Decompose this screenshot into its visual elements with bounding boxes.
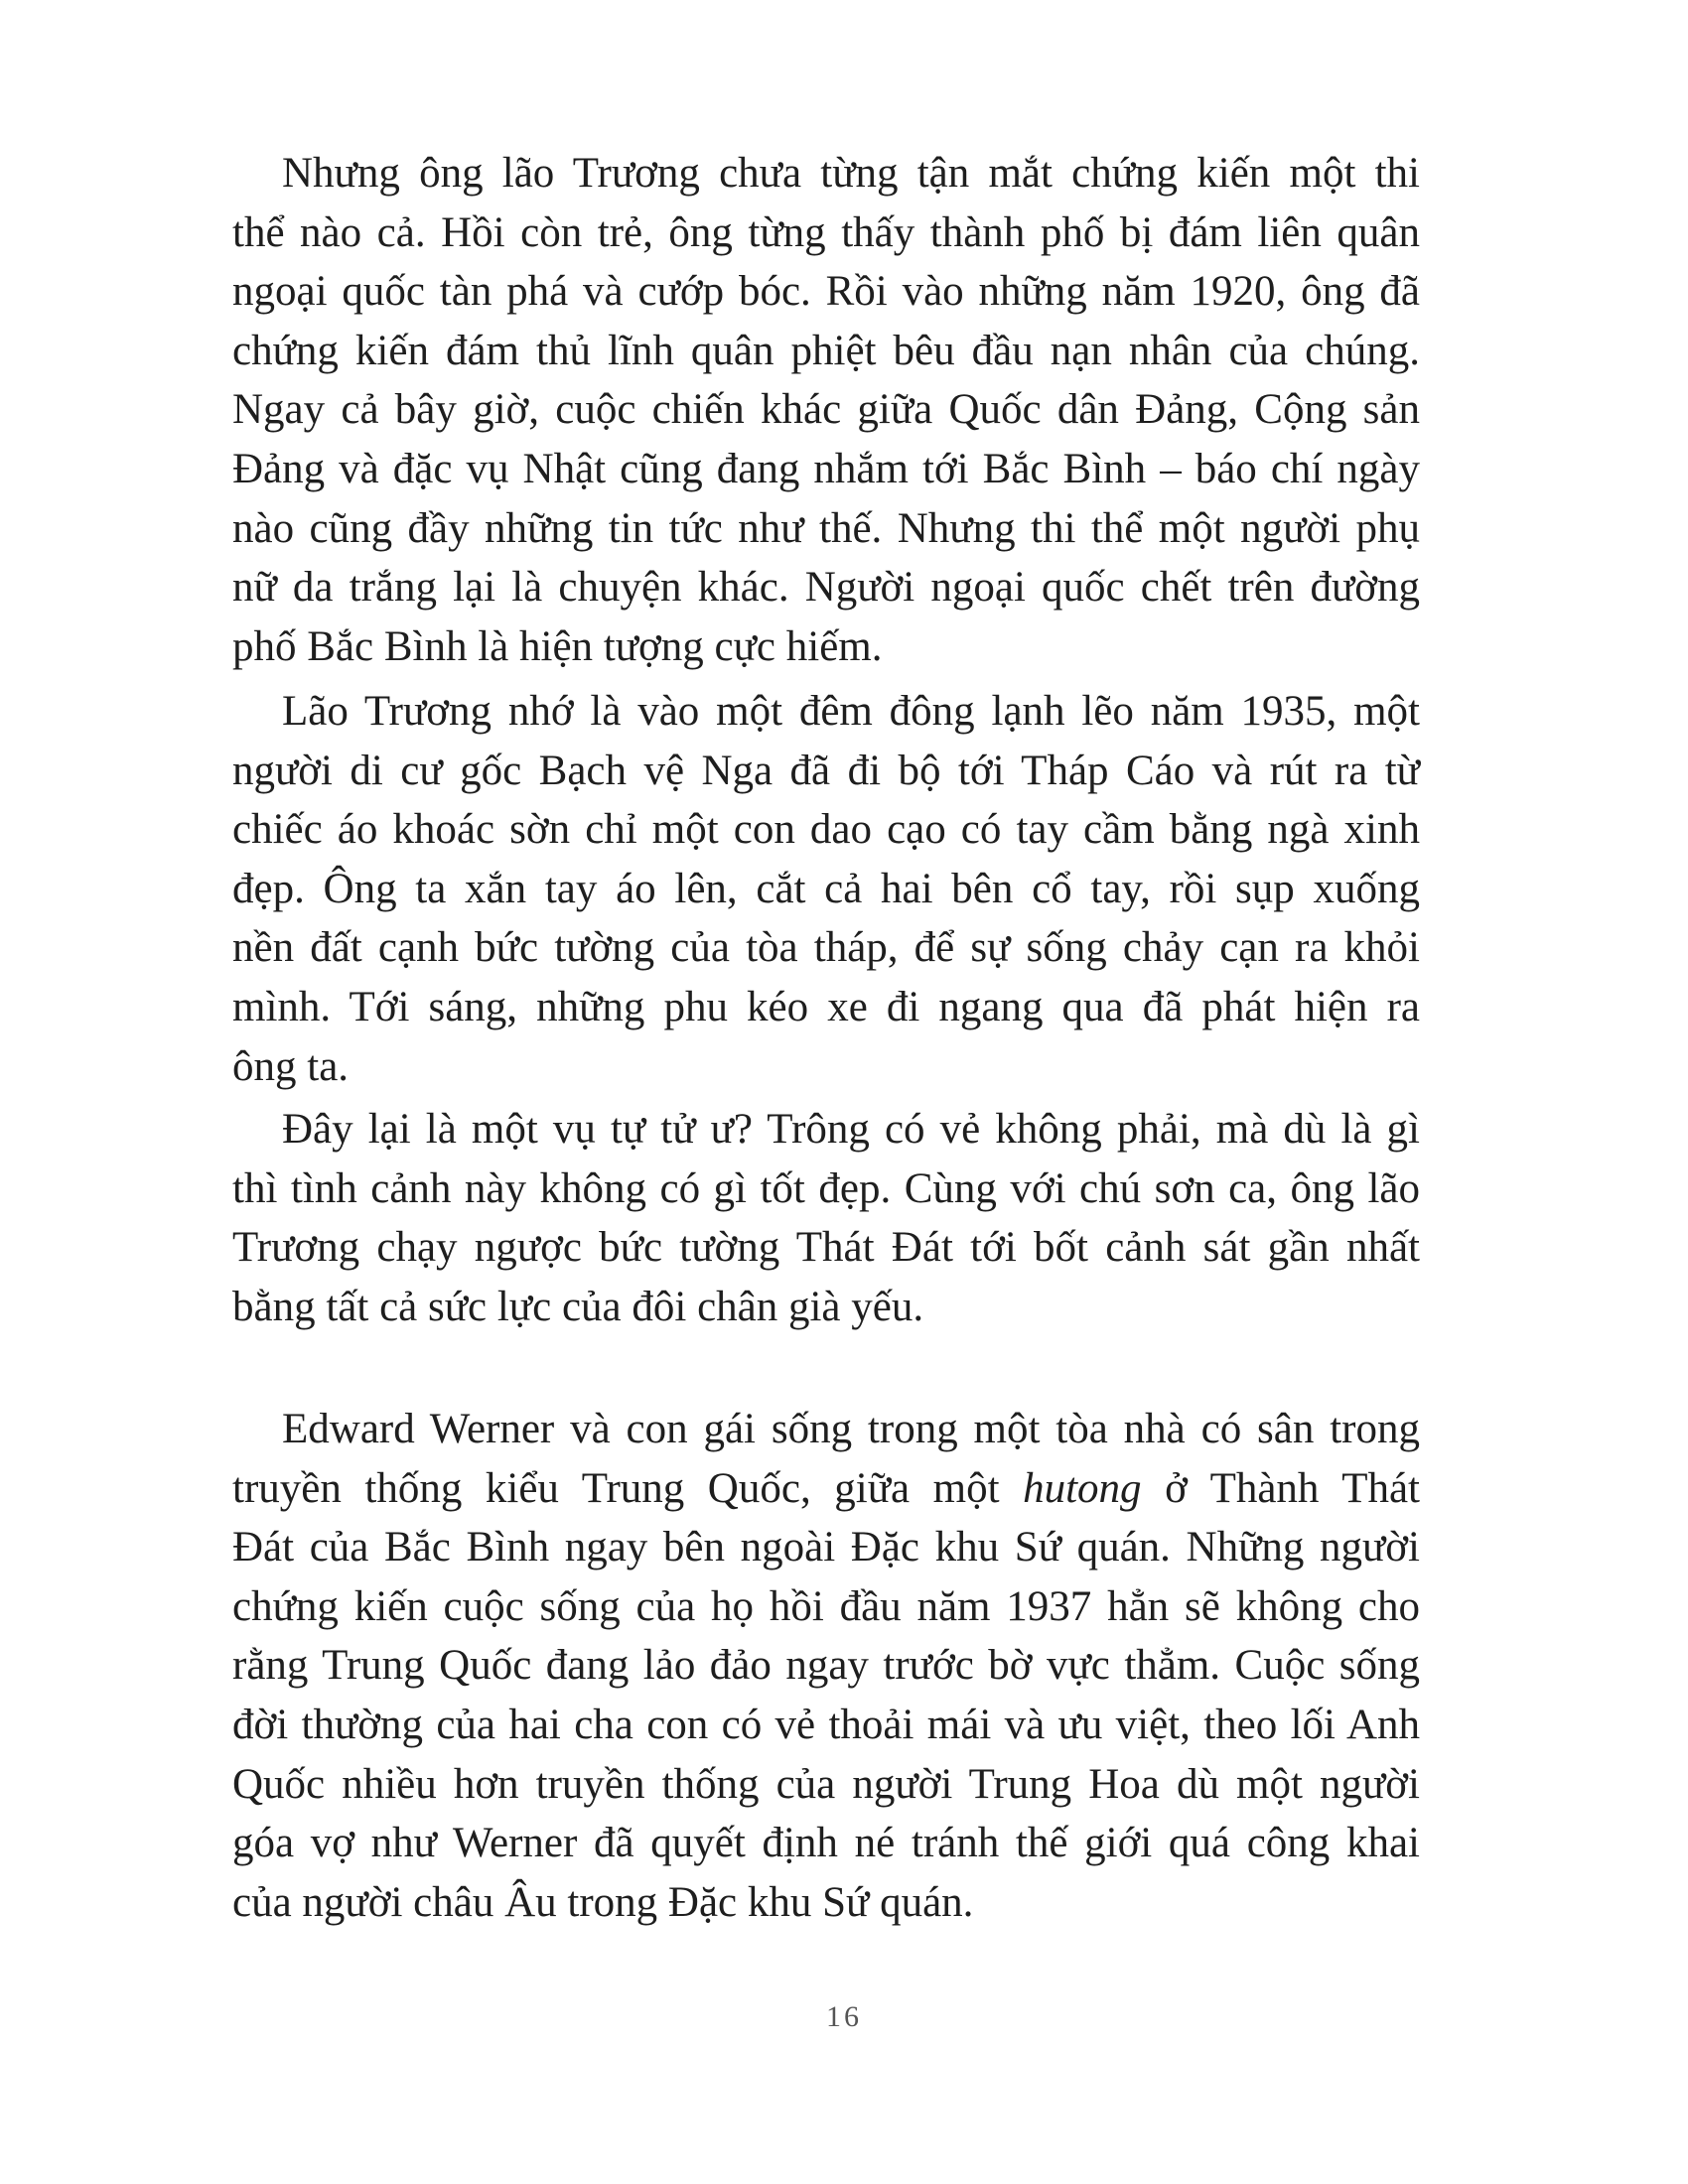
italic-term: hutong: [1023, 1464, 1142, 1512]
text-line: Đảng và đặc vụ Nhật cũng đang nhắm tới Bắc Bình – báo chí ngày: [232, 445, 1420, 492]
text-line: chứng kiến đám thủ lĩnh quân phiệt bêu đầu nạn nhân của chúng.: [232, 327, 1420, 374]
text-line: phố Bắc Bình là hiện tượng cực hiếm.: [232, 622, 883, 670]
text-line: Trương chạy ngược bức tường Thát Đát tới bốt cảnh sát gần nhất: [232, 1224, 1420, 1272]
page-number: 16: [826, 2000, 862, 2033]
paragraph-2: [232, 682, 1420, 1096]
text-line: nữ da trắng lại là chuyện khác. Người ngoại quốc chết trên đường: [232, 564, 1420, 612]
paragraph-3: [232, 1100, 1420, 1336]
text-line: nào cũng đầy những tin tức như thế. Nhưng thi thể một người phụ: [232, 504, 1420, 552]
text-line: Đát của Bắc Bình ngay bên ngoài Đặc khu Sứ quán. Những người: [232, 1524, 1420, 1571]
text-line: thì tình cảnh này không có gì tốt đẹp. Cùng với chú sơn ca, ông lão: [232, 1164, 1420, 1212]
text-line: bằng tất cả sức lực của đôi chân già yếu.: [232, 1283, 924, 1330]
paragraph-4: [232, 1400, 1420, 1932]
text-line: rằng Trung Quốc đang lảo đảo ngay trước bờ vực thẳm. Cuộc sống: [232, 1642, 1420, 1690]
text-line: người di cư gốc Bạch vệ Nga đã đi bộ tới Tháp Cáo và rút ra từ: [232, 747, 1420, 794]
text-line: góa vợ như Werner đã quyết định né tránh thế giới quá công khai: [232, 1820, 1420, 1867]
text-line: Quốc nhiều hơn truyền thống của người Trung Hoa dù một người: [232, 1760, 1420, 1808]
text-line: chiếc áo khoác sờn chỉ một con dao cạo có tay cầm bằng ngà xinh: [232, 806, 1420, 854]
text-line: Nhưng ông lão Trương chưa từng tận mắt chứng kiến một thi: [282, 150, 1420, 197]
text-run: truyền thống kiểu Trung Quốc, giữa một: [232, 1464, 1024, 1512]
text-line: ngoại quốc tàn phá và cướp bóc. Rồi vào những năm 1920, ông đã: [232, 268, 1420, 316]
text-line: của người châu Âu trong Đặc khu Sứ quán.: [232, 1878, 974, 1926]
text-line: nền đất cạnh bức tường của tòa tháp, để sự sống chảy cạn ra khỏi: [232, 924, 1420, 972]
text-line: đẹp. Ông ta xắn tay áo lên, cắt cả hai bên cổ tay, rồi sụp xuống: [232, 865, 1420, 912]
text-line: mình. Tới sáng, những phu kéo xe đi ngang qua đã phát hiện ra: [232, 983, 1420, 1030]
text-line-mixed: [232, 1459, 1420, 1519]
text-line: Đây lại là một vụ tự tử ư? Trông có vẻ không phải, mà dù là gì: [282, 1106, 1420, 1153]
text-line: Lão Trương nhớ là vào một đêm đông lạnh lẽo năm 1935, một: [282, 688, 1420, 735]
text-line: chứng kiến cuộc sống của họ hồi đầu năm 1937 hẳn sẽ không cho: [232, 1582, 1420, 1630]
text-line: ông ta.: [232, 1042, 350, 1090]
paragraph-1: [232, 144, 1420, 676]
text-run: ở Thành Thát: [1141, 1464, 1421, 1512]
text-line: Edward Werner và con gái sống trong một tòa nhà có sân trong: [282, 1406, 1420, 1452]
text-line: đời thường của hai cha con có vẻ thoải mái và ưu việt, theo lối Anh: [232, 1701, 1420, 1748]
text-line: thể nào cả. Hồi còn trẻ, ông từng thấy thành phố bị đám liên quân: [232, 208, 1420, 256]
text-line: Ngay cả bây giờ, cuộc chiến khác giữa Quốc dân Đảng, Cộng sản: [232, 386, 1420, 434]
